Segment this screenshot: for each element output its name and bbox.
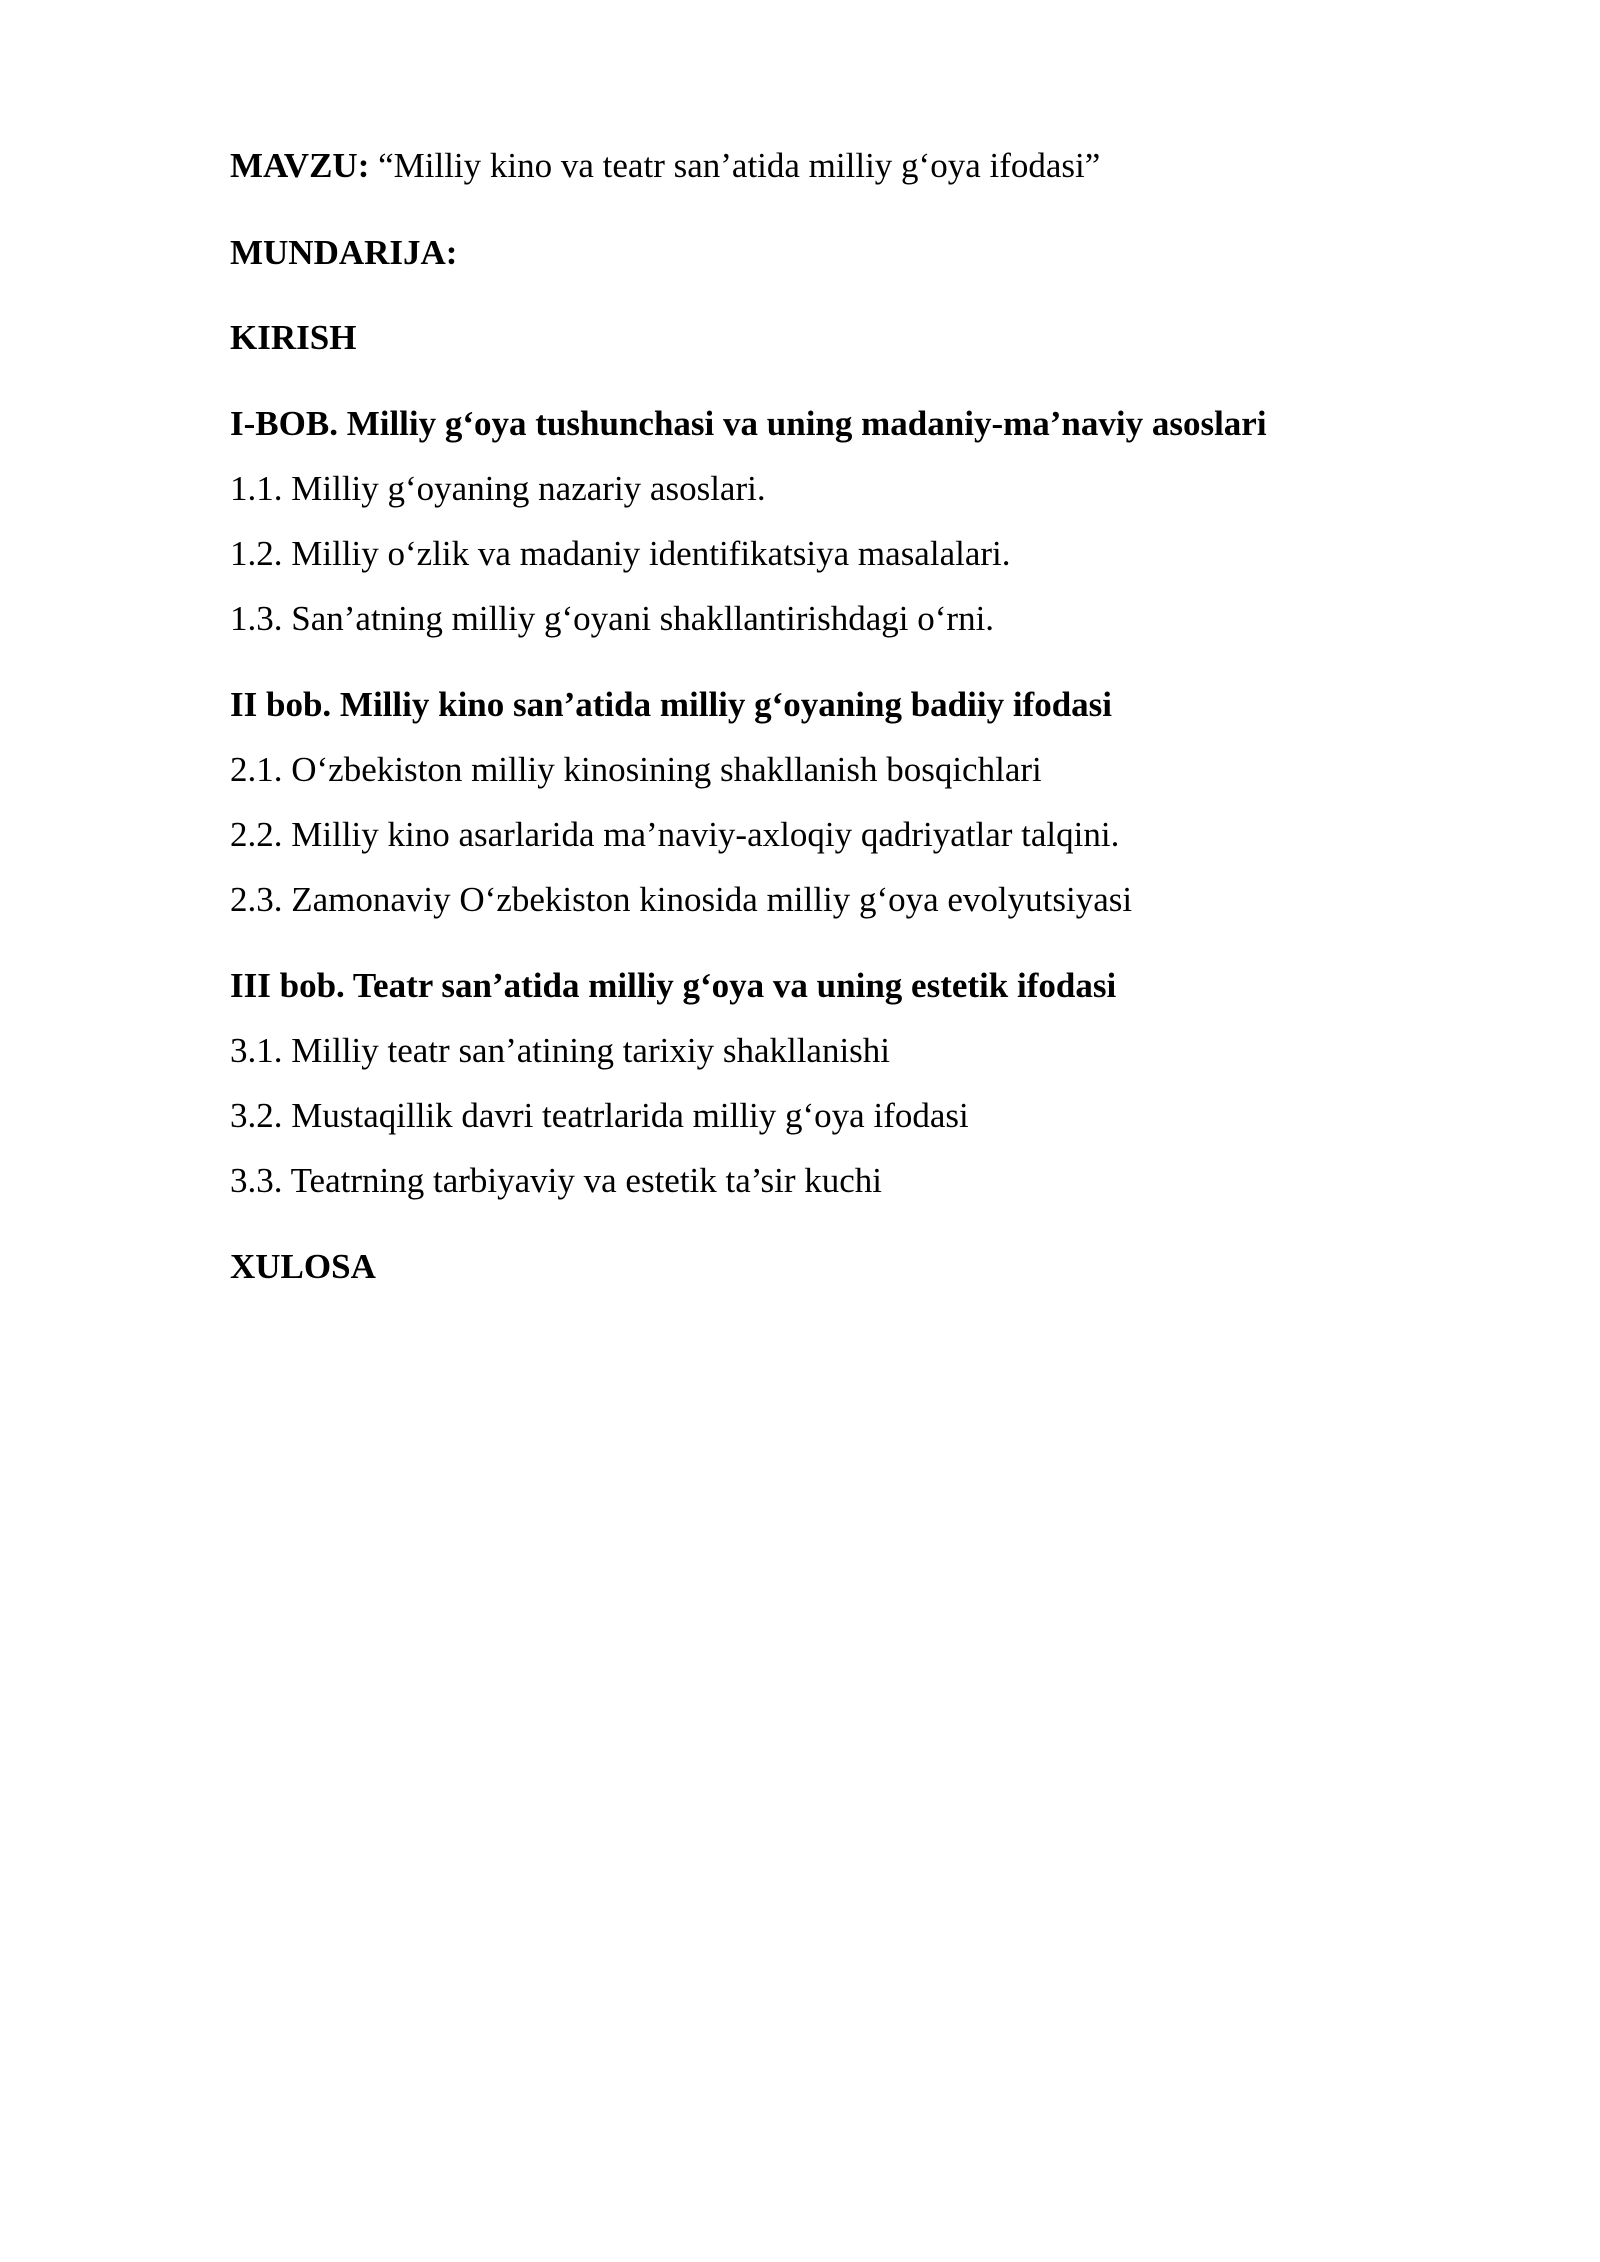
section-1-2: 1.2. Milliy o‘zlik va madaniy identifikatsiya masalalari. bbox=[230, 534, 1011, 573]
intro-heading: KIRISH bbox=[230, 318, 357, 357]
section-1-1: 1.1. Milliy g‘oyaning nazariy asoslari. bbox=[230, 469, 766, 508]
topic-title: “Milliy kino va teatr san’atida milliy g‘oya ifodasi” bbox=[369, 146, 1101, 185]
topic-label: MAVZU: bbox=[230, 146, 370, 185]
section-1-3: 1.3. San’atning milliy g‘oyani shakllantirishdagi o‘rni. bbox=[230, 599, 995, 638]
section-3-3: 3.3. Teatrning tarbiyaviy va estetik ta’sir kuchi bbox=[230, 1161, 883, 1200]
section-2-1: 2.1. O‘zbekiston milliy kinosining shakllanish bosqichlari bbox=[230, 750, 1042, 789]
conclusion-heading: XULOSA bbox=[230, 1247, 376, 1286]
chapter-3-title: III bob. Teatr san’atida milliy g‘oya va uning estetik ifodasi bbox=[230, 966, 1117, 1005]
section-2-2: 2.2. Milliy kino asarlarida ma’naviy-axloqiy qadriyatlar talqini. bbox=[230, 815, 1120, 854]
topic-line bbox=[230, 146, 1430, 186]
table-of-contents bbox=[230, 146, 1430, 1287]
section-2-3: 2.3. Zamonaviy O‘zbekiston kinosida milliy g‘oya evolyutsiyasi bbox=[230, 880, 1133, 919]
section-3-2: 3.2. Mustaqillik davri teatrlarida milliy g‘oya ifodasi bbox=[230, 1096, 969, 1135]
section-3-1: 3.1. Milliy teatr san’atining tarixiy shakllanishi bbox=[230, 1031, 891, 1070]
contents-heading: MUNDARIJA: bbox=[230, 233, 458, 272]
chapter-2-title: II bob. Milliy kino san’atida milliy g‘oyaning badiiy ifodasi bbox=[230, 685, 1113, 724]
chapter-1-title: I-BOB. Milliy g‘oya tushunchasi va uning madaniy-ma’naviy asoslari bbox=[230, 404, 1267, 443]
